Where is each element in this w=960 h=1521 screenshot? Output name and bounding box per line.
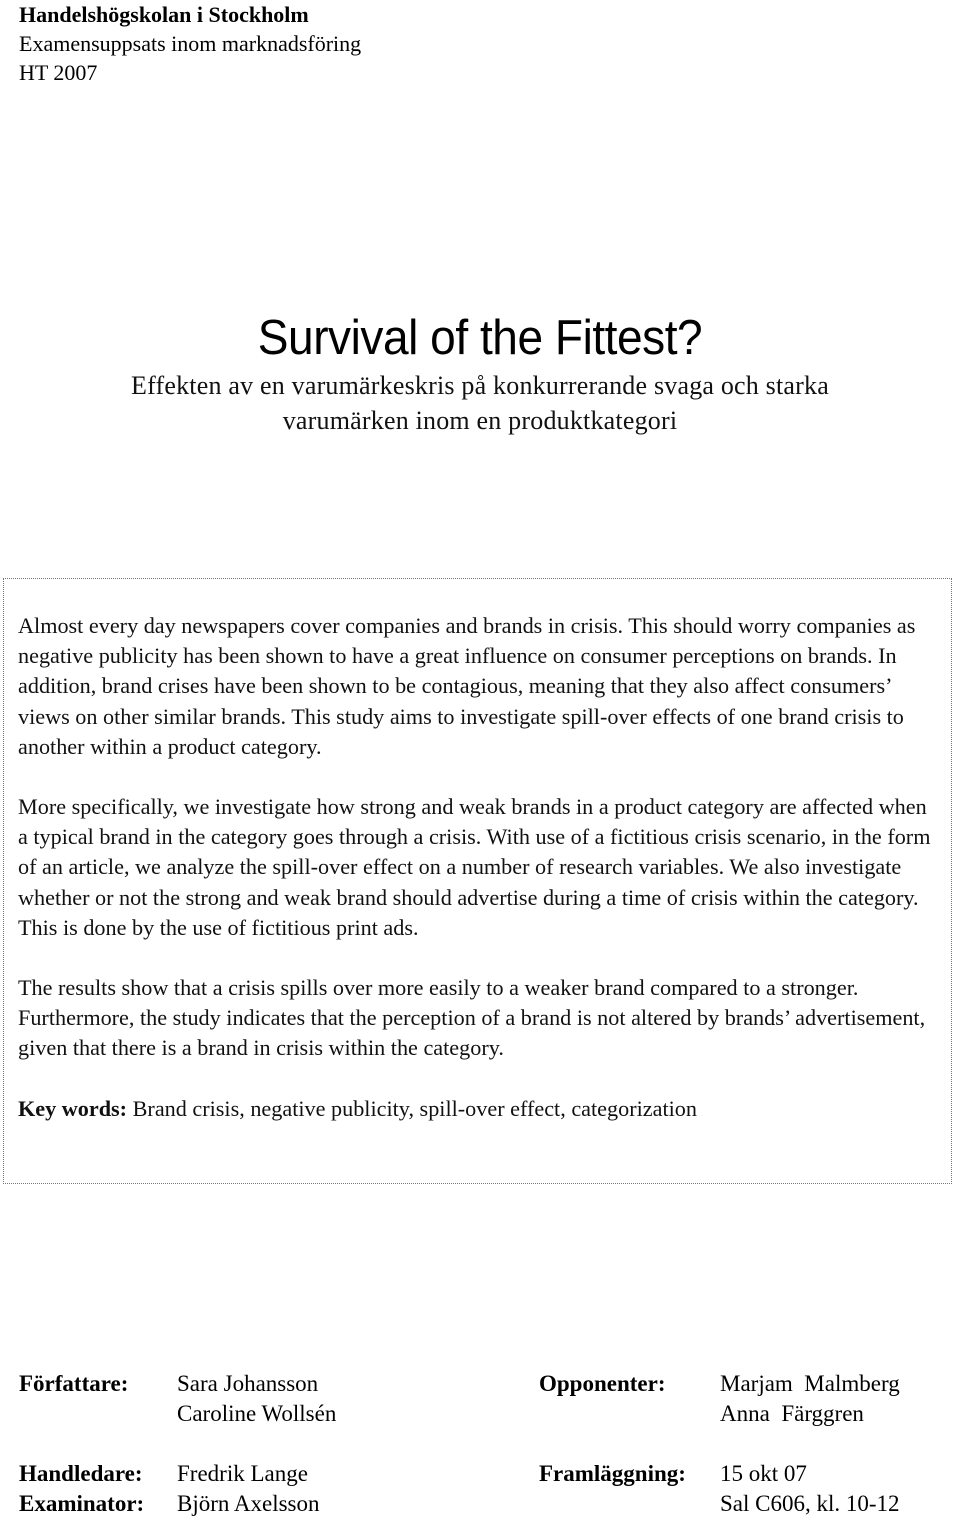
presentation-label: Framläggning:	[539, 1461, 686, 1486]
examiner-label: Examinator:	[19, 1491, 145, 1516]
thesis-title: Survival of the Fittest?	[257, 311, 703, 365]
opponents-label: Opponenter:	[539, 1371, 666, 1396]
opponent-name: Anna Färggren	[720, 1401, 864, 1426]
examiner-name: Björn Axelsson	[177, 1491, 320, 1516]
presentation-date: 15 okt 07	[720, 1461, 807, 1486]
term: HT 2007	[19, 60, 98, 85]
abstract-box	[3, 578, 952, 1184]
title-block	[0, 308, 960, 438]
abstract-paragraph: Almost every day newspapers cover companies and brands in crisis. This should worry companies as negative publicity has been shown to have a great influence on consumer perceptions on brands. In addition, brand crises have been shown to be contagious, meaning that they also affect consumers’ views on other similar brands. This study aims to investigate spill-over effects of one brand crisis to another within a product category.	[18, 613, 916, 759]
course-name: Examensuppsats inom marknadsföring	[19, 31, 362, 56]
opponent-name: Marjam Malmberg	[720, 1371, 900, 1396]
thesis-subtitle-line-1: Effekten av en varumärkeskris på konkurrerande svaga och starka	[131, 371, 829, 400]
author-name: Caroline Wollsén	[177, 1401, 337, 1426]
authors-label: Författare:	[19, 1371, 129, 1396]
supervisor-name: Fredrik Lange	[177, 1461, 308, 1486]
presentation-room: Sal C606, kl. 10-12	[720, 1491, 900, 1516]
author-name: Sara Johansson	[177, 1371, 319, 1396]
supervisor-label: Handledare:	[19, 1461, 143, 1486]
keywords-value: Brand crisis, negative publicity, spill-over effect, categorization	[132, 1095, 697, 1121]
keywords-line	[18, 1094, 937, 1124]
thesis-subtitle-line-2: varumärken inom en produktkategori	[282, 406, 678, 435]
keywords-label: Key words:	[18, 1095, 128, 1121]
school-name: Handelshögskolan i Stockholm	[19, 2, 309, 27]
document-header	[19, 0, 361, 87]
abstract-paragraph: The results show that a crisis spills over more easily to a weaker brand compared to a stronger. Furthermore, the study indicates that the perception of a brand is not altered by brands’ advertisement, given that there is a brand in crisis within the category.	[18, 975, 926, 1061]
abstract-paragraph: More specifically, we investigate how strong and weak brands in a product category are affected when a typical brand in the category goes through a crisis. With use of a fictitious crisis scenario, in the form of an article, we analyze the spill-over effect on a number of research variables. We also investigate whether or not the strong and weak brand should advertise during a time of crisis within the category. This is done by the use of fictitious print ads.	[18, 794, 931, 940]
